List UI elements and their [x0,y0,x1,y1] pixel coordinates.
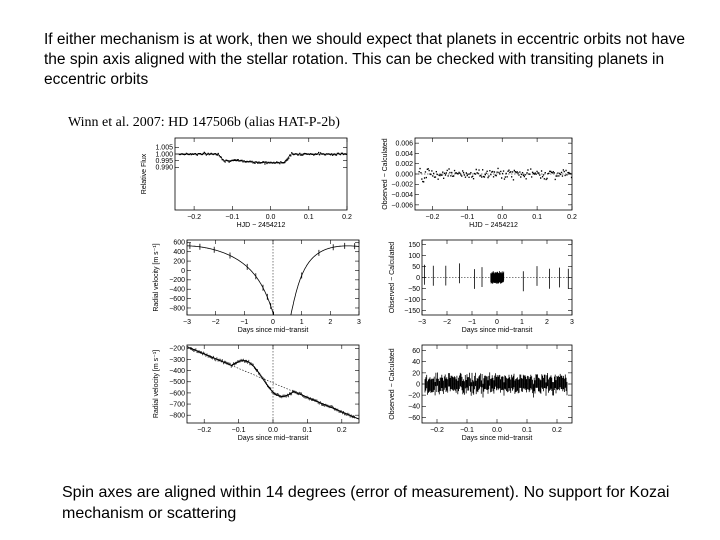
x-tick-label: 0.2 [336,427,347,434]
y-tick-label: −60 [408,414,420,422]
y-tick-label: −0.006 [391,202,413,210]
y-tick-label: −500 [169,379,185,387]
plot-area [422,372,572,397]
y-tick-label: −200 [169,345,185,353]
y-tick-label: 1.005 [155,144,173,152]
x-tick-label: 0.0 [268,427,278,434]
x-tick-label: 0.0 [492,427,502,434]
plot-area [187,345,359,423]
y-tick-label: 0 [416,274,420,282]
y-tick-label: 0 [416,381,420,389]
y-tick-label: 0.990 [155,164,173,172]
x-tick-label: −1 [468,319,476,326]
x-tick-label: −3 [418,319,426,326]
y-tick-label: −600 [169,390,185,398]
y-tick-label: 0.995 [155,158,173,166]
x-tick-label: 2 [328,319,333,326]
x-tick-label: 0.1 [302,427,313,434]
conclusion-text: Spin axes are aligned within 14 degrees (error of measurement). No support for Kozai mechanism or scattering [62,484,670,522]
y-tick-label: 0.006 [395,140,413,148]
y-axis-label: Radial velocity [m s⁻¹] [153,243,160,312]
y-tick-label: −40 [408,403,420,411]
x-tick-label: 0.1 [522,427,532,434]
x-tick-label: 2 [545,319,549,326]
plot-flux [141,138,352,229]
y-tick-label: −0.004 [391,191,413,199]
y-axis-label: Observed − Calculated [389,241,396,314]
x-tick-label: −1 [240,319,249,326]
x-tick-label: −0.2 [430,427,444,434]
y-tick-label: 150 [408,241,420,249]
x-tick-label: 0.0 [497,214,508,221]
x-axis-label: Days since mid−transit [237,435,309,442]
data-points [425,372,567,397]
data-points [190,347,354,418]
y-tick-label: 0 [181,267,185,275]
x-tick-label: 0.2 [552,427,562,434]
y-tick-label: 40 [412,359,420,367]
data-points [419,168,574,181]
x-tick-label: 1 [299,319,304,326]
y-tick-label: 0.004 [395,150,413,158]
y-tick-label: −100 [404,296,420,304]
x-tick-label: −3 [183,319,191,326]
plot-rv-zoom [153,345,359,442]
y-tick-label: −400 [169,286,185,294]
x-tick-label: −0.1 [231,427,246,434]
y-tick-label: −300 [169,356,185,364]
x-tick-label: −0.1 [460,427,474,434]
x-tick-label: 0.2 [342,214,352,221]
y-tick-label: −700 [169,401,185,409]
x-tick-label: −0.2 [425,214,440,221]
y-tick-label: −150 [404,307,420,315]
figure-grid [141,128,580,442]
y-axis-label: Observed − Calculated [382,138,389,210]
y-tick-label: 200 [173,258,185,266]
y-axis-label: Radial velocity [m s⁻¹] [153,349,160,419]
plot-area [422,263,572,291]
x-tick-label: 3 [570,319,574,326]
y-tick-label: −0.002 [391,181,413,189]
x-tick-label: 1 [520,319,524,326]
model-curve [175,154,347,163]
x-tick-label: 0.1 [303,214,314,221]
x-tick-label: −2 [443,319,451,326]
y-tick-label: 600 [173,239,185,247]
plot-rv-zoom-resid [389,345,572,442]
citation: Winn et al. 2007: HD 147506b (alias HAT-P-2b) [68,115,340,130]
y-tick-label: 0.002 [395,161,413,169]
x-tick-label: −0.2 [197,427,212,434]
x-axis-label: Days since mid−transit [237,327,309,334]
plot-rv-wide-resid [389,240,574,334]
x-axis-label: Days since mid−transit [461,327,533,334]
y-tick-label: 400 [173,249,185,257]
plot-frame [175,138,347,210]
y-tick-label: 60 [412,347,420,355]
y-tick-label: 1.000 [155,151,173,159]
y-axis-label: Observed − Calculated [389,348,396,420]
x-axis-label: Days since mid−transit [461,435,533,442]
x-axis-label: HJD − 2454212 [469,222,518,229]
plot-area [175,153,348,164]
y-tick-label: −600 [169,295,185,303]
plot-rv-wide [153,240,361,340]
x-tick-label: −2 [211,319,220,326]
plot-flux-resid [382,138,577,229]
y-tick-label: 20 [412,370,420,378]
y-axis-label: Relative Flux [141,153,148,195]
y-tick-label: −400 [169,368,185,376]
x-tick-label: 0 [495,319,499,326]
x-tick-label: 3 [357,319,361,326]
y-tick-label: −800 [169,305,185,313]
x-tick-label: 0 [271,319,275,326]
y-tick-label: 50 [412,263,420,271]
x-axis-label: HJD − 2454212 [236,222,286,229]
x-tick-label: −0.1 [460,214,475,221]
y-tick-label: −50 [408,285,420,293]
y-tick-label: −200 [169,277,185,285]
intro-text: If either mechanism is at work, then we should expect that planets in eccentric orbits not have the spin axis aligned with the stellar rotation. This can be checked with transiting planets in eccentric orbits [44,31,685,88]
data-points [425,263,569,291]
x-tick-label: −0.1 [225,214,240,221]
x-tick-label: 0.0 [265,214,276,221]
x-tick-label: −0.2 [187,214,202,221]
y-tick-label: 100 [408,252,420,260]
y-tick-label: −20 [408,392,420,400]
plot-area [415,168,573,181]
y-tick-label: −800 [169,412,185,420]
y-tick-label: 0.000 [395,171,413,179]
x-tick-label: 0.1 [532,214,542,221]
x-tick-label: 0.2 [567,214,577,221]
